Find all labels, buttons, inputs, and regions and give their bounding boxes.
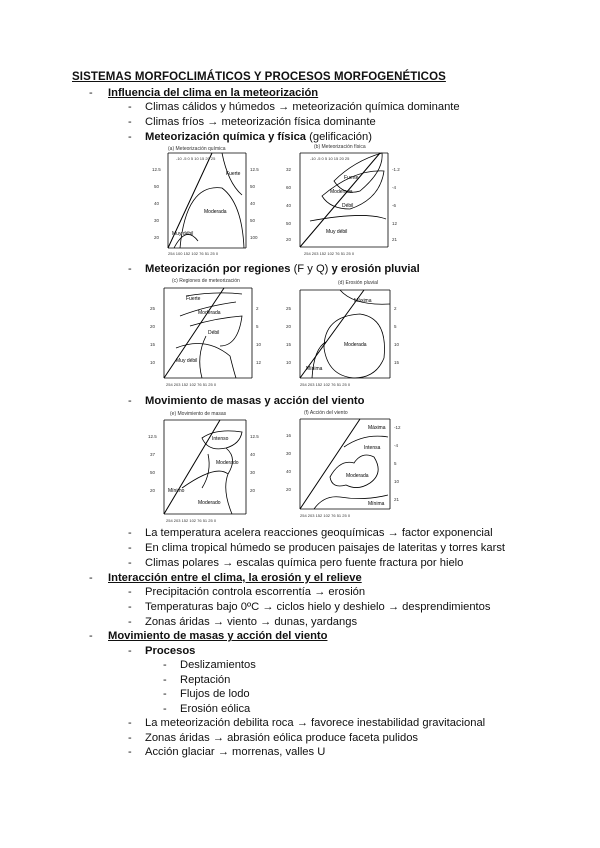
section-heading-2: Interacción entre el clima, la erosión y el relieve xyxy=(108,572,362,584)
svg-text:40: 40 xyxy=(250,201,256,206)
svg-text:Intenso: Intenso xyxy=(212,436,229,442)
bullet-dash: - xyxy=(89,630,93,642)
svg-text:50: 50 xyxy=(250,184,256,189)
sub-list-item: Erosión eólica xyxy=(180,703,251,715)
list-item: Climas cálidos y húmedos → meteorización química dominante xyxy=(145,101,460,113)
svg-text:2: 2 xyxy=(256,306,259,311)
svg-text:-6: -6 xyxy=(392,203,397,208)
svg-text:20: 20 xyxy=(286,324,292,329)
bullet-dash: - xyxy=(163,703,167,715)
svg-text:254 203 152 102 76 51 25 0: 254 203 152 102 76 51 25 0 xyxy=(300,382,351,387)
svg-text:5: 5 xyxy=(256,324,259,329)
bullet-dash: - xyxy=(128,395,132,407)
svg-text:20: 20 xyxy=(154,235,160,240)
figure-weathering-regions xyxy=(146,276,270,388)
bullet-dash: - xyxy=(128,557,132,569)
figure-caption: (d) Erosión pluvial xyxy=(338,280,379,286)
figure-caption: (c) Regiones de meteorización xyxy=(172,278,240,284)
svg-text:Moderada: Moderada xyxy=(344,342,367,348)
bullet-dash: - xyxy=(128,116,132,128)
svg-text:60: 60 xyxy=(286,185,292,190)
svg-text:254 100 152 102 76 51 25 0: 254 100 152 102 76 51 25 0 xyxy=(168,251,219,256)
bullet-dash: - xyxy=(128,746,132,758)
svg-text:20: 20 xyxy=(286,237,292,242)
list-item: Climas polares → escalas química pero fuente fractura por hielo xyxy=(145,557,464,569)
figure-chemical-weathering xyxy=(146,143,264,257)
list-item: Zonas áridas → viento → dunas, yardangs xyxy=(145,616,358,628)
bullet-dash: - xyxy=(89,572,93,584)
bullet-dash: - xyxy=(128,527,132,539)
svg-text:5: 5 xyxy=(394,324,397,329)
svg-text:254 203 152 102 76 51 25 0: 254 203 152 102 76 51 25 0 xyxy=(166,382,217,387)
svg-text:20: 20 xyxy=(150,488,156,493)
svg-text:25: 25 xyxy=(286,306,292,311)
page-title: SISTEMAS MORFOCLIMÁTICOS Y PROCESOS MORFOGENÉTICOS xyxy=(72,71,446,83)
bullet-dash: - xyxy=(128,586,132,598)
list-item: Procesos xyxy=(145,645,196,657)
svg-text:40: 40 xyxy=(250,452,256,457)
bullet-dash: - xyxy=(163,659,167,671)
svg-text:25: 25 xyxy=(150,306,156,311)
bullet-dash: - xyxy=(128,717,132,729)
svg-text:Mínima: Mínima xyxy=(368,501,385,507)
svg-text:-12: -12 xyxy=(394,425,401,430)
bullet-dash: - xyxy=(163,688,167,700)
figure-caption: (f) Acción del viento xyxy=(304,410,348,416)
svg-text:10: 10 xyxy=(286,360,292,365)
svg-text:Mínima: Mínima xyxy=(306,366,323,372)
svg-text:12: 12 xyxy=(256,360,262,365)
svg-text:Muy débil: Muy débil xyxy=(172,231,194,237)
svg-text:Moderado: Moderado xyxy=(198,500,221,506)
svg-text:-10 -5 0 5 10 15 20 25: -10 -5 0 5 10 15 20 25 xyxy=(176,156,216,161)
svg-text:Fuerte: Fuerte xyxy=(226,171,241,177)
bullet-dash: - xyxy=(128,263,132,275)
figure-caption: (e) Movimiento de masas xyxy=(170,411,227,417)
svg-text:10: 10 xyxy=(394,479,400,484)
svg-text:30: 30 xyxy=(154,218,160,223)
svg-text:50: 50 xyxy=(150,470,156,475)
svg-text:254 203 152 102 76 51 25 0: 254 203 152 102 76 51 25 0 xyxy=(304,251,355,256)
svg-text:12.5: 12.5 xyxy=(148,434,157,439)
svg-text:Muy débil: Muy débil xyxy=(176,358,198,364)
bullet-dash: - xyxy=(89,87,93,99)
svg-text:21: 21 xyxy=(392,237,398,242)
bullet-dash: - xyxy=(128,131,132,143)
svg-text:50: 50 xyxy=(250,218,256,223)
svg-text:Moderada: Moderada xyxy=(198,310,221,316)
list-item-rest: (gelificación) xyxy=(306,131,372,143)
list-item: Climas fríos → meteorización física dominante xyxy=(145,116,376,128)
svg-text:50: 50 xyxy=(154,184,160,189)
svg-text:Fuerte: Fuerte xyxy=(186,296,201,302)
list-item: Movimiento de masas y acción del viento xyxy=(145,395,365,407)
svg-text:30: 30 xyxy=(250,470,256,475)
svg-text:-4: -4 xyxy=(392,185,397,190)
svg-text:Máxima: Máxima xyxy=(368,425,386,431)
bullet-dash: - xyxy=(128,601,132,613)
bullet-dash: - xyxy=(128,732,132,744)
svg-text:15: 15 xyxy=(394,360,400,365)
svg-text:Moderada: Moderada xyxy=(346,473,369,479)
svg-text:Moderada: Moderada xyxy=(330,189,353,195)
svg-text:254 203 152 102 76 51 25 0: 254 203 152 102 76 51 25 0 xyxy=(166,518,217,523)
list-item: Meteorización por regiones (F y Q) y erosión pluvial xyxy=(145,263,420,275)
svg-text:Mínimo: Mínimo xyxy=(168,488,185,494)
svg-text:-10 -5 0 5 10 15 20 25: -10 -5 0 5 10 15 20 25 xyxy=(310,156,350,161)
svg-text:Fuerte: Fuerte xyxy=(344,175,359,181)
figure-physical-weathering xyxy=(284,141,408,257)
svg-text:32: 32 xyxy=(286,167,292,172)
svg-text:16: 16 xyxy=(286,433,292,438)
sub-list-item: Reptación xyxy=(180,674,231,686)
svg-text:-1.2: -1.2 xyxy=(392,167,400,172)
svg-text:12.5: 12.5 xyxy=(152,167,161,172)
svg-text:15: 15 xyxy=(286,342,292,347)
figure-mass-movement xyxy=(146,408,270,524)
figure-caption: (b) Meteorización física xyxy=(314,144,366,150)
svg-text:20: 20 xyxy=(150,324,156,329)
svg-text:20: 20 xyxy=(250,488,256,493)
svg-text:Moderada: Moderada xyxy=(204,209,227,215)
svg-text:40: 40 xyxy=(154,201,160,206)
bullet-dash: - xyxy=(163,674,167,686)
svg-text:10: 10 xyxy=(256,342,262,347)
figure-wind-action xyxy=(284,407,412,519)
sub-list-item: Deslizamientos xyxy=(180,659,256,671)
section-heading-1: Influencia del clima en la meteorización xyxy=(108,87,319,99)
svg-text:30: 30 xyxy=(286,451,292,456)
svg-text:15: 15 xyxy=(150,342,156,347)
svg-text:Intensa: Intensa xyxy=(364,445,381,451)
svg-text:Máxima: Máxima xyxy=(354,298,372,304)
list-item: La meteorización debilita roca → favorece inestabilidad gravitacional xyxy=(145,717,486,729)
svg-text:37: 37 xyxy=(150,452,156,457)
svg-text:20: 20 xyxy=(286,487,292,492)
list-item: La temperatura acelera reacciones geoquímicas → factor exponencial xyxy=(145,527,493,539)
figure-caption: (a) Meteorización química xyxy=(168,146,226,152)
svg-text:Débil: Débil xyxy=(208,330,220,336)
svg-text:50: 50 xyxy=(286,221,292,226)
list-item: Acción glaciar → morrenas, valles U xyxy=(145,746,326,758)
svg-text:12.5: 12.5 xyxy=(250,167,259,172)
svg-text:254 203 152 102 76 51 25 0: 254 203 152 102 76 51 25 0 xyxy=(300,513,351,518)
list-item: En clima tropical húmedo se producen paisajes de lateritas y torres karst xyxy=(145,542,506,554)
svg-text:10: 10 xyxy=(394,342,400,347)
bullet-dash: - xyxy=(128,616,132,628)
list-item: Zonas áridas → abrasión eólica produce faceta pulidos xyxy=(145,732,419,744)
svg-text:40: 40 xyxy=(286,469,292,474)
bullet-dash: - xyxy=(128,101,132,113)
svg-text:21: 21 xyxy=(394,497,400,502)
svg-text:Débil: Débil xyxy=(342,203,354,209)
figure-rain-erosion xyxy=(284,278,408,388)
list-item: Temperaturas bajo 0ºC → ciclos hielo y deshielo → desprendimientos xyxy=(145,601,491,613)
svg-text:Muy débil: Muy débil xyxy=(326,229,348,235)
svg-text:Moderado: Moderado xyxy=(216,460,239,466)
svg-text:5: 5 xyxy=(394,461,397,466)
svg-text:100: 100 xyxy=(250,235,258,240)
section-heading-3: Movimiento de masas y acción del viento xyxy=(108,630,328,642)
svg-text:2: 2 xyxy=(394,306,397,311)
svg-text:10: 10 xyxy=(150,360,156,365)
list-item: Precipitación controla escorrentía → erosión xyxy=(145,586,366,598)
svg-text:40: 40 xyxy=(286,203,292,208)
bullet-dash: - xyxy=(128,645,132,657)
bullet-dash: - xyxy=(128,542,132,554)
svg-text:12: 12 xyxy=(392,221,398,226)
sub-list-item: Flujos de lodo xyxy=(180,688,250,700)
list-item-bold: Meteorización química y física xyxy=(145,131,307,143)
svg-text:-4: -4 xyxy=(394,443,399,448)
svg-text:12.5: 12.5 xyxy=(250,434,259,439)
